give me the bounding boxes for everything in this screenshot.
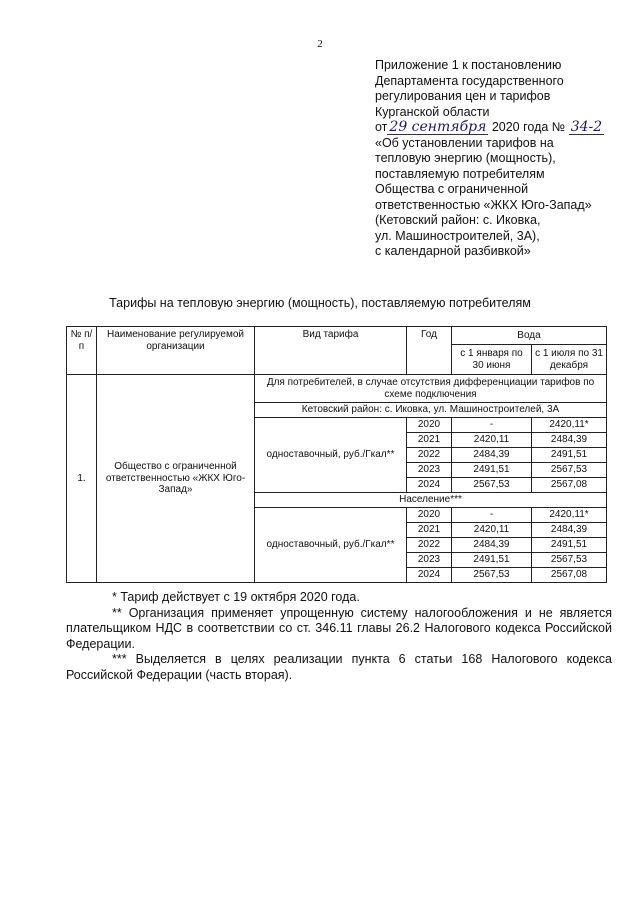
year-cell: 2023 bbox=[407, 463, 452, 478]
table-row bbox=[67, 375, 607, 403]
table-title: Тарифы на тепловую энергию (мощность), поставляемую потребителям bbox=[109, 296, 531, 310]
value-cell: 2567,53 bbox=[532, 553, 607, 568]
value-cell: 2484,39 bbox=[452, 538, 532, 553]
subject-line: поставляемую потребителям bbox=[375, 166, 545, 181]
value-cell: - bbox=[452, 508, 532, 523]
footnotes bbox=[66, 590, 612, 683]
value-cell: 2484,39 bbox=[532, 433, 607, 448]
header-tariff-type: Вид тарифа bbox=[255, 327, 407, 375]
subject-line: Общества с ограниченной bbox=[375, 182, 529, 196]
value-cell: 2420,11 bbox=[452, 523, 532, 538]
value-cell: 2484,39 bbox=[532, 523, 607, 538]
header-water: Вода bbox=[452, 327, 607, 345]
year-cell: 2022 bbox=[407, 448, 452, 463]
value-cell: 2491,51 bbox=[452, 553, 532, 568]
row-number: 1. bbox=[67, 375, 97, 583]
value-cell: 2491,51 bbox=[452, 463, 532, 478]
subject-line: тепловую энергию (мощность), bbox=[375, 151, 556, 165]
page-number: 2 bbox=[317, 38, 323, 50]
footnote: ** Организация применяет упрощенную систему налогообложения и не является плательщиком НДС в соответствии со ст. 346.11 главы 26.2 Налогового кодекса Российской Федерации. bbox=[66, 605, 612, 651]
header-line: Курганской области bbox=[375, 104, 490, 119]
section-title: Население*** bbox=[255, 493, 607, 508]
year-cell: 2020 bbox=[407, 508, 452, 523]
header-line: Приложение 1 к постановлению bbox=[375, 58, 562, 72]
year-text: 2020 года № bbox=[491, 120, 566, 134]
subject-line: «Об установлении тарифов на bbox=[375, 135, 554, 150]
value-cell: 2567,53 bbox=[452, 478, 532, 493]
year-cell: 2021 bbox=[407, 433, 452, 448]
value-cell: 2420,11* bbox=[532, 508, 607, 523]
footnote: *** Выделяется в целях реализации пункта 6 статьи 168 Налогового кодекса Российской Федерации (часть вторая). bbox=[66, 652, 612, 682]
value-cell: 2567,08 bbox=[532, 568, 607, 583]
header-line: регулирования цен и тарифов bbox=[375, 89, 551, 103]
year-cell: 2020 bbox=[407, 418, 452, 433]
subject-line: ответственностью «ЖКХ Юго-Запад» bbox=[375, 197, 592, 212]
section-title: Для потребителей, в случае отсутствия дифференциации тарифов по схеме подключения bbox=[255, 375, 607, 403]
location-row: Кетовский район: с. Иковка, ул. Машиностроителей, 3А bbox=[255, 403, 607, 418]
header-line: Департамента государственного bbox=[375, 73, 564, 88]
year-cell: 2023 bbox=[407, 553, 452, 568]
date-prefix: от bbox=[375, 120, 388, 134]
value-cell: 2567,53 bbox=[452, 568, 532, 583]
value-cell: 2491,51 bbox=[532, 538, 607, 553]
year-cell: 2024 bbox=[407, 478, 452, 493]
subject-line: (Кетовский район: с. Иковка, bbox=[375, 213, 541, 227]
tariff-type-cell: одноставочный, руб./Гкал** bbox=[255, 418, 407, 493]
value-cell: 2420,11* bbox=[532, 418, 607, 433]
value-cell: 2420,11 bbox=[452, 433, 532, 448]
year-cell: 2024 bbox=[407, 568, 452, 583]
value-cell: 2491,51 bbox=[532, 448, 607, 463]
tariff-type-cell: одноставочный, руб./Гкал** bbox=[255, 508, 407, 583]
organization-name: Общество с ограниченной ответственностью «ЖКХ Юго-Запад» bbox=[97, 375, 255, 583]
year-cell: 2022 bbox=[407, 538, 452, 553]
header-period-1: с 1 января по 30 июня bbox=[452, 345, 532, 375]
subject-line: с календарной разбивкой» bbox=[375, 244, 531, 258]
tariffs-table bbox=[66, 326, 607, 583]
header-num: № п/п bbox=[67, 327, 97, 375]
table-header-row bbox=[67, 327, 607, 345]
value-cell: 2484,39 bbox=[452, 448, 532, 463]
resolution-header bbox=[375, 58, 625, 260]
handwritten-date: 29 сентября bbox=[389, 119, 487, 135]
header-org: Наименование регулируемой организации bbox=[97, 327, 255, 375]
footnote: * Тариф действует с 19 октября 2020 года. bbox=[112, 590, 360, 604]
subject-line: ул. Машиностроителей, 3А), bbox=[375, 228, 540, 243]
handwritten-number: 34-2 bbox=[570, 119, 603, 135]
value-cell: 2567,53 bbox=[532, 463, 607, 478]
header-period-2: с 1 июля по 31 декабря bbox=[532, 345, 607, 375]
value-cell: - bbox=[452, 418, 532, 433]
header-year: Год bbox=[407, 327, 452, 375]
year-cell: 2021 bbox=[407, 523, 452, 538]
header-date-line bbox=[375, 120, 625, 136]
value-cell: 2567,08 bbox=[532, 478, 607, 493]
